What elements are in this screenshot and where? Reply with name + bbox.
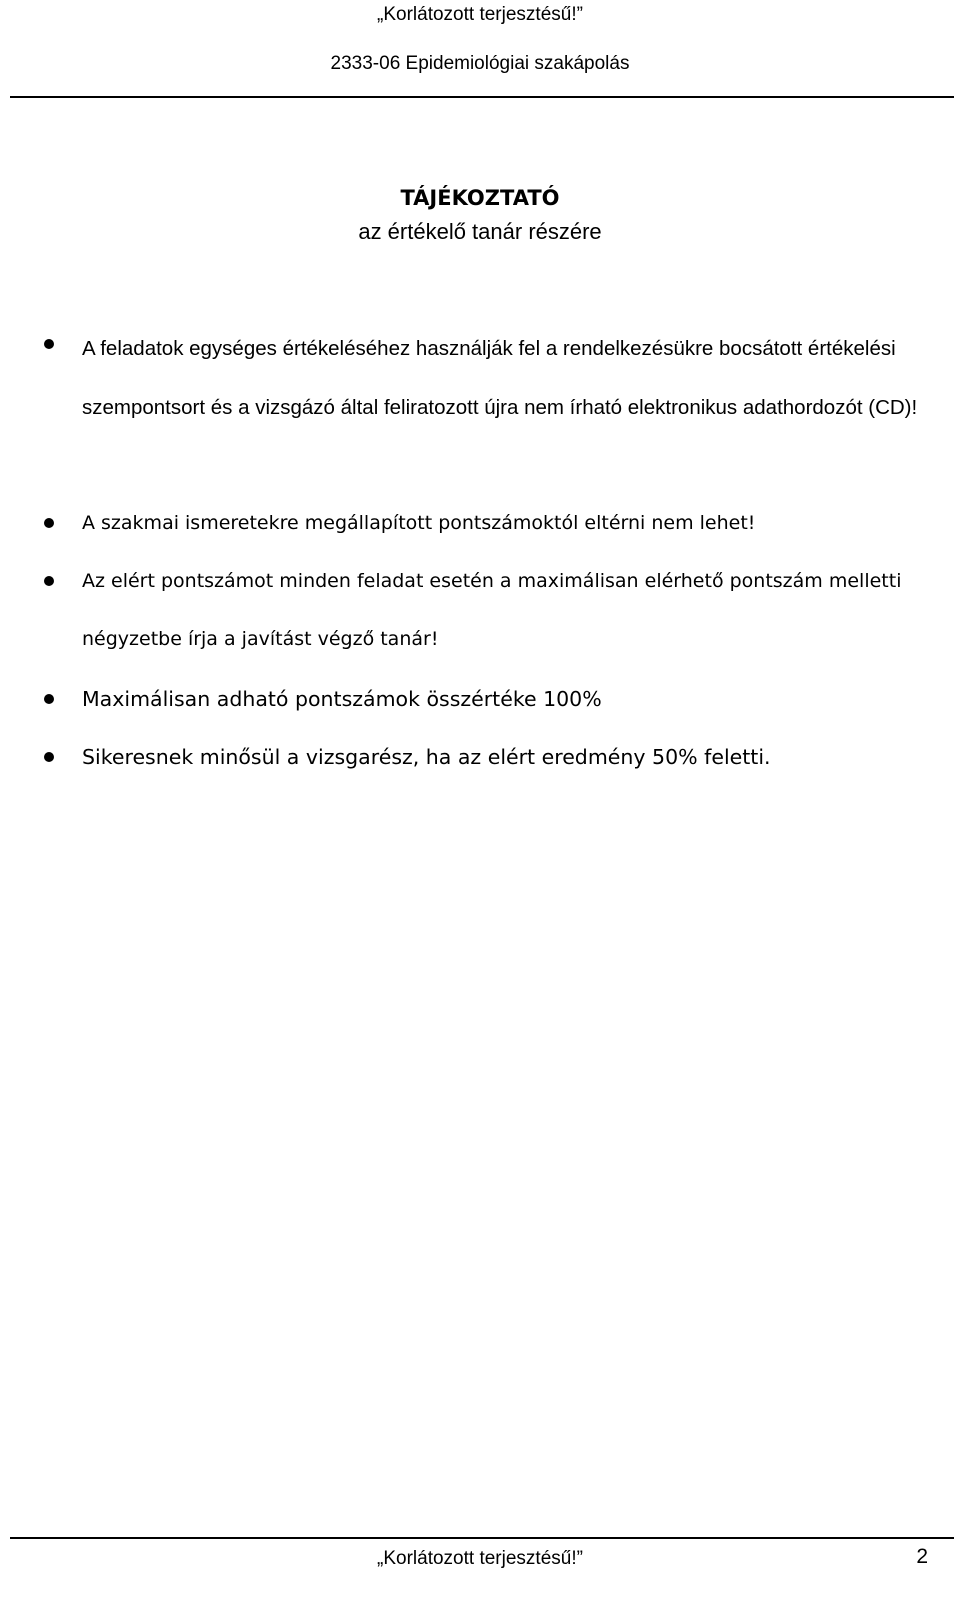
list-item-text: A feladatok egységes értékeléséhez használják fel a rendelkezésükre bocsátott értékelési szempontsort és a vizsgázó által feliratozott újra nem írható elektronikus adathordozót (CD)! — [82, 337, 918, 419]
page-title: TÁJÉKOZTATÓ — [400, 186, 560, 210]
list-item-text: A szakmai ismeretekre megállapított pontszámoktól eltérni nem lehet! — [82, 512, 756, 534]
page-number: 2 — [916, 1545, 928, 1568]
list-item-text: Maximálisan adható pontszámok összértéke 100% — [82, 687, 602, 711]
bullet-icon — [44, 752, 54, 762]
header-restriction-notice: „Korlátozott terjesztésű!” — [377, 4, 583, 25]
bullet-icon — [44, 518, 54, 528]
bullet-icon — [44, 576, 54, 586]
footer-divider — [10, 1537, 954, 1539]
list-item-text: Az elért pontszámot minden feladat esetén a maximálisan elérhető pontszám melletti négyzetbe írja a javítást végző tanár! — [82, 570, 902, 650]
header-module-title: 2333-06 Epidemiológiai szakápolás — [330, 53, 630, 74]
page-subtitle: az értékelő tanár részére — [358, 219, 602, 244]
footer-restriction-notice: „Korlátozott terjesztésű!” — [377, 1548, 583, 1569]
list-item-text: Sikeresnek minősül a vizsgarész, ha az elért eredmény 50% feletti. — [82, 745, 771, 769]
bullet-icon — [44, 694, 54, 704]
header-divider — [10, 96, 954, 98]
bullet-icon — [44, 339, 54, 349]
